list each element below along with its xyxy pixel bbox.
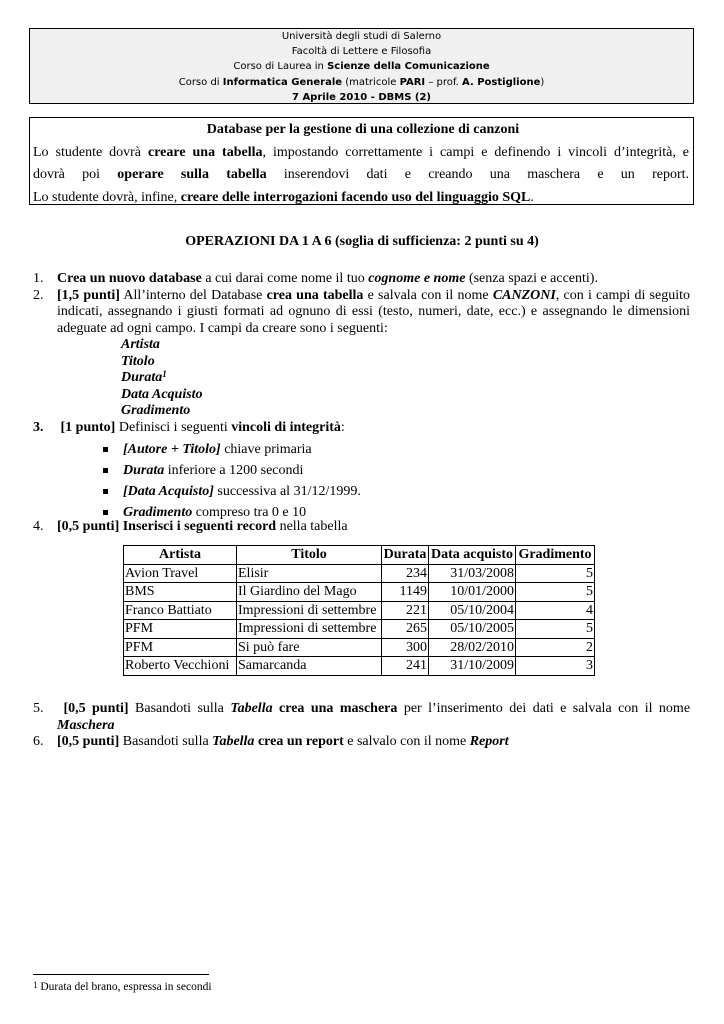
footnote-separator (33, 974, 209, 975)
table-cell: 28/02/2010 (429, 638, 516, 657)
table-cell: 31/10/2009 (429, 657, 516, 676)
table-cell: 10/01/2000 (429, 583, 516, 602)
footnote: $^1$ Durata del brano, espressa in secondi (33, 980, 212, 993)
list-item: 2. [1,5 punti] All’interno del Database crea una tabella e salvala con il nome CANZONI, con i campi di seguito indicati, assegnando i giusti formati ad ognuno di essi (testo, numeri, date, ecc.) e assegnando le dimensioni adeguate ad ogni campo. I campi da creare sono i seguenti: (33, 287, 690, 336)
bullet-square-icon (103, 489, 108, 494)
constraint-item: Durata inferiore a 1200 secondi (33, 460, 690, 481)
constraint-item: [Data Acquisto] successiva al 31/12/1999. (33, 481, 690, 502)
table-cell: Avion Travel (124, 564, 237, 583)
degree-course: Corso di Laurea in Scienze della Comunicazione (233, 61, 490, 73)
operations-title: OPERAZIONI DA 1 A 6 (soglia di sufficienza: 2 punti su 4) (185, 234, 539, 249)
table-row (124, 638, 595, 657)
field-name: Titolo (121, 353, 155, 369)
table-cell: 241 (382, 657, 429, 676)
table-row (124, 620, 595, 639)
footnote-ref: 1 (162, 369, 167, 379)
table-cell: Si può fare (237, 638, 382, 657)
table-cell: Samarcanda (237, 657, 382, 676)
table-cell: 1149 (382, 583, 429, 602)
table-cell: Roberto Vecchioni (124, 657, 237, 676)
table-cell: Impressioni di settembre (237, 620, 382, 639)
table-cell: 4 (516, 601, 595, 620)
bullet-square-icon (103, 468, 108, 473)
table-cell: Franco Battiato (124, 601, 237, 620)
table-cell: 221 (382, 601, 429, 620)
table-cell: 3 (516, 657, 595, 676)
table-cell: Elisir (237, 564, 382, 583)
table-row (124, 657, 595, 676)
operations-list (33, 271, 690, 536)
column-header: Gradimento (516, 546, 595, 565)
table-cell: Il Giardino del Mago (237, 583, 382, 602)
course-info: Corso di Informatica Generale (matricole PARI – prof. A. Postiglione) (178, 76, 545, 88)
field-name: Durata$^1$ (121, 369, 167, 385)
list-item: 5. [0,5 punti] Basandoti sulla Tabella crea una maschera per l’inserimento dei dati e salvala con il nome Maschera (33, 701, 691, 733)
table-cell: 31/03/2008 (429, 564, 516, 583)
table-cell: 05/10/2005 (429, 620, 516, 639)
table-header-row (124, 546, 595, 565)
intro-line-3: Lo studente dovrà, infine, creare delle interrogazioni facendo uso del linguaggio SQL. (33, 189, 534, 205)
table-row (124, 601, 595, 620)
bullet-square-icon (103, 447, 108, 452)
table-cell: BMS (124, 583, 237, 602)
list-item: 4. [0,5 punti] Inserisci i seguenti record nella tabella (33, 519, 348, 534)
constraint-item: [Autore + Titolo] chiave primaria (33, 439, 690, 460)
exam-date: 7 Aprile 2010 - DBMS (2) (292, 91, 431, 103)
table-cell: PFM (124, 638, 237, 657)
table-cell: 2 (516, 638, 595, 657)
table-cell: 300 (382, 638, 429, 657)
column-header: Data acquisto (429, 546, 516, 565)
faculty-name: Facoltà di Lettere e Filosofia (291, 46, 432, 58)
assignment-intro (29, 117, 694, 205)
field-name: Data Acquisto (121, 386, 203, 402)
table-cell: 05/10/2004 (429, 601, 516, 620)
list-item: 6. [0,5 punti] Basandoti sulla Tabella crea un report e salvalo con il nome Report (33, 734, 509, 749)
operations-list-continued (33, 701, 690, 751)
university-name: Università degli studi di Salerno (281, 31, 442, 42)
constraint-item: Gradimento compreso tra 0 e 10 (33, 502, 690, 523)
bullet-square-icon (103, 510, 108, 515)
table-cell: Impressioni di settembre (237, 601, 382, 620)
table-cell: 5 (516, 583, 595, 602)
list-item: 3. [1 punto] Definisci i seguenti vincoli di integrità: (33, 419, 345, 435)
table-cell: 5 (516, 620, 595, 639)
table-cell: 234 (382, 564, 429, 583)
table-cell: 265 (382, 620, 429, 639)
column-header: Durata (382, 546, 429, 565)
field-name: Gradimento (121, 403, 191, 418)
records-table (123, 545, 595, 676)
table-row (124, 583, 595, 602)
field-list (33, 337, 690, 420)
assignment-title: Database per la gestione di una collezione di canzoni (206, 122, 520, 137)
field-name: Artista (121, 337, 160, 352)
table-cell: PFM (124, 620, 237, 639)
intro-line-1: Lo studente dovrà creare una tabella, impostando correttamente i campi e definendo i vincoli d’integrità, e (33, 144, 690, 160)
table-cell: 5 (516, 564, 595, 583)
table-row (124, 564, 595, 583)
column-header: Artista (124, 546, 237, 565)
intro-line-2: dovrà poi operare sulla tabella inserendovi dati e creando una maschera e un report. (33, 167, 689, 182)
course-header (29, 28, 694, 104)
column-header: Titolo (237, 546, 382, 565)
list-item: 1. Crea un nuovo database a cui darai come nome il tuo cognome e nome (senza spazi e accenti). (33, 271, 598, 286)
